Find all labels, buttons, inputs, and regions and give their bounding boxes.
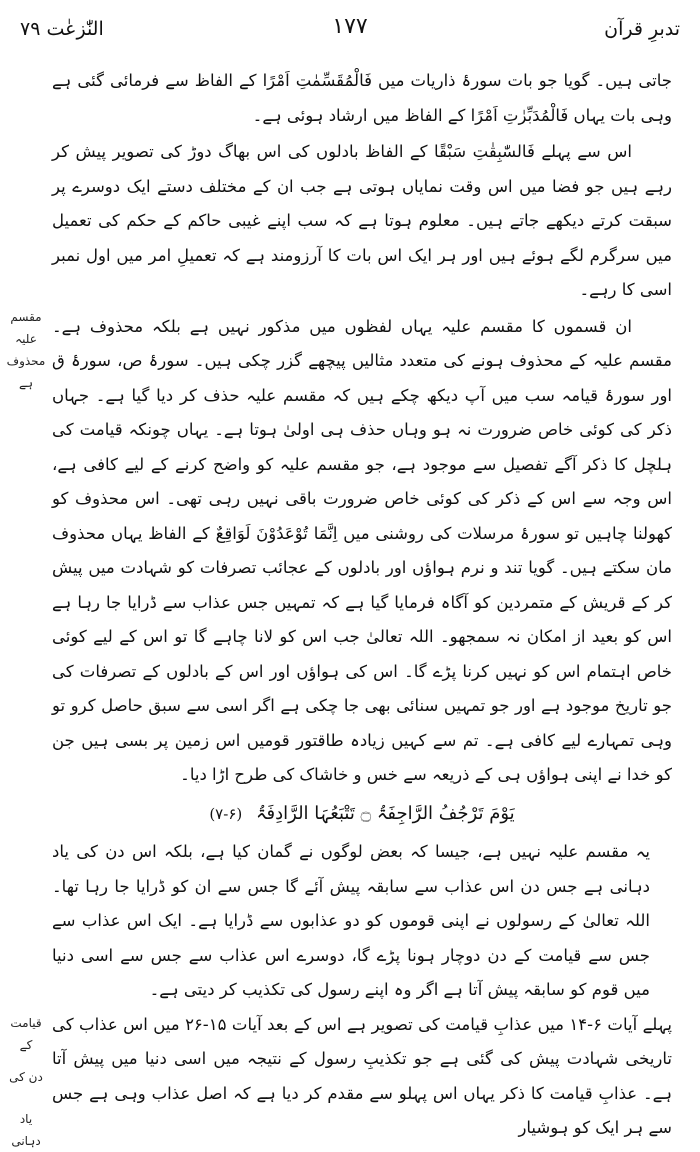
margin-note-qiyamat: قیامت کے	[10, 1016, 42, 1052]
verse-text: یَوْمَ تَرْجُفُ الرَّاجِفَۃُ ۝ تَتْبَعُہَا الرَّادِفَۃُ	[255, 802, 515, 824]
paragraph-muqsam-alaih: ان قسموں کا مقسم علیہ یہاں لفظوں میں مذکور نہیں ہے بلکہ محذوف ہے۔ مقسم علیہ کے محذوف ہونے کی متعدد مثالیں پیچھے گزر چکی ہیں۔ سورۂ ص، سورۂ ق اور سورۂ قیامہ سب میں آپ دیکھ چکے ہیں کہ مقسم علیہ حذف کر دیا گیا ہے۔ جہاں ذکر کی کوئی خاص ضرورت نہ ہو وہاں حذف ہی اولیٰ ہوتا ہے۔ یہاں چونکہ قیامت کی ہلچل کا ذکر آگے تفصیل سے موجود ہے، جو مقسم علیہ کو واضح کرنے کے لیے کافی ہے، اس وجہ سے اس کے ذکر کی کوئی خاص ضرورت باقی نہیں رہی تھی۔ اس محذوف کو کھولنا چاہیں تو سورۂ مرسلات کی روشنی میں اِنَّمَا تُوْعَدُوْنَ لَوَاقِعٌ کے الفاظ یہاں محذوف مان سکتے ہیں۔ گویا تند و نرم ہواؤں اور بادلوں کے عجائب تصرفات کو شہادت میں پیش کر کے قریش کے متمردین کو آگاہ فرمایا گیا ہے کہ تمہیں جس عذاب سے ڈرایا جا رہا ہے اس کو بعید از امکان نہ سمجھو۔ اللہ تعالیٰ جب اس کو لانا چاہے گا تو اس کے لیے کوئی خاص اہتمام اس کو نہیں کرنا پڑے گا۔ اس کی ہواؤں اور اس کے بادلوں کے تصرفات کی جو تاریخ موجود ہے اور جو تمہیں سنائی بھی جا چکی ہے اگر اسی سے سبق حاصل کرو تو وہی تمہارے لیے کافی ہے۔ تم سے کہیں زیادہ طاقتور قومیں اس زمین پر بسی ہیں جن کو خدا نے اپنی ہواؤں ہی کے ذریعہ سے خس و خاشاک کی طرح اڑا دیا۔	[52, 316, 672, 784]
page-number: ۱۷۷	[332, 14, 368, 39]
paragraph-continuation: جاتی ہیں۔ گویا جو بات سورۂ ذاریات میں فَالْمُقَسِّمٰتِ اَمْرًا کے الفاظ سے فرمائی گئی ہے وہی بات یہاں فَالْمُدَبِّرٰتِ اَمْرًا کے الفاظ میں ارشاد ہوئی ہے۔	[52, 71, 672, 125]
quran-verse	[52, 797, 672, 832]
surah-title: النّٰزعٰت ۷۹	[20, 18, 104, 40]
book-title: تدبرِ قرآن	[604, 18, 680, 40]
margin-note-muqsam-alaih: مقسم علیہ محذوف ہے	[6, 310, 46, 390]
verse-commentary: یہ مقسم علیہ نہیں ہے، جیسا کہ بعض لوگوں نے گمان کیا ہے، بلکہ اس دن کی یاد دہانی ہے جس دن اس عذاب سے سابقہ پیش آئے گا جس سے ان کو ڈرایا جا رہا تھا۔ اللہ تعالیٰ کے رسولوں نے اپنی قوموں کو دو عذابوں سے ڈرایا ہے۔ ایک اس عذاب سے جس سے قیامت کے دن دوچار ہونا پڑے گا، دوسرے اس عذاب سے جس سے اسی دنیا میں قوم کو سابقہ پیش آتا ہے اگر وہ اپنے رسول کی تکذیب کر دیتی ہے۔	[52, 842, 650, 999]
paragraph-sabiqat: اس سے پہلے فَالسّٰبِقٰتِ سَبْقًا کے الفاظ بادلوں کی اس بھاگ دوڑ کی تصویر پیش کر رہے ہیں جو فضا میں اس وقت نمایاں ہوتی ہے جب ان کے مختلف دستے ایک دوسرے پر سبقت کرتے دیکھے جاتے ہیں۔ معلوم ہوتا ہے کہ سب اپنے غیبی حاکم کے حکم کی تعمیل میں سرگرم لگے ہوئے ہیں اور ہر ایک اس بات کا آرزومند ہے کہ تعمیلِ امر میں اول نمبر اسی کا رہے۔	[52, 142, 672, 299]
margin-note-yaad-dihani: یاد دہانی	[11, 1112, 41, 1148]
page-header	[20, 10, 680, 54]
closing-paragraph: پہلے آیات ۶-۱۴ میں عذابِ قیامت کی تصویر ہے اس کے بعد آیات ۱۵-۲۶ میں اس عذاب کی تاریخی شہادت پیش کی گئی ہے جو تکذیبِ رسول کے نتیجہ میں اسی دنیا میں پیش آتا ہے۔ عذابِ قیامت کا ذکر یہاں اس پہلو سے مقدم کر دیا ہے کہ اصل عذاب وہی ہے جس سے ہر ایک کو ہوشیار	[52, 1014, 672, 1137]
margin-note-din-ki: دن کی	[9, 1070, 43, 1084]
verse-reference: (۶-۷)	[209, 804, 243, 823]
main-text	[52, 64, 672, 1148]
